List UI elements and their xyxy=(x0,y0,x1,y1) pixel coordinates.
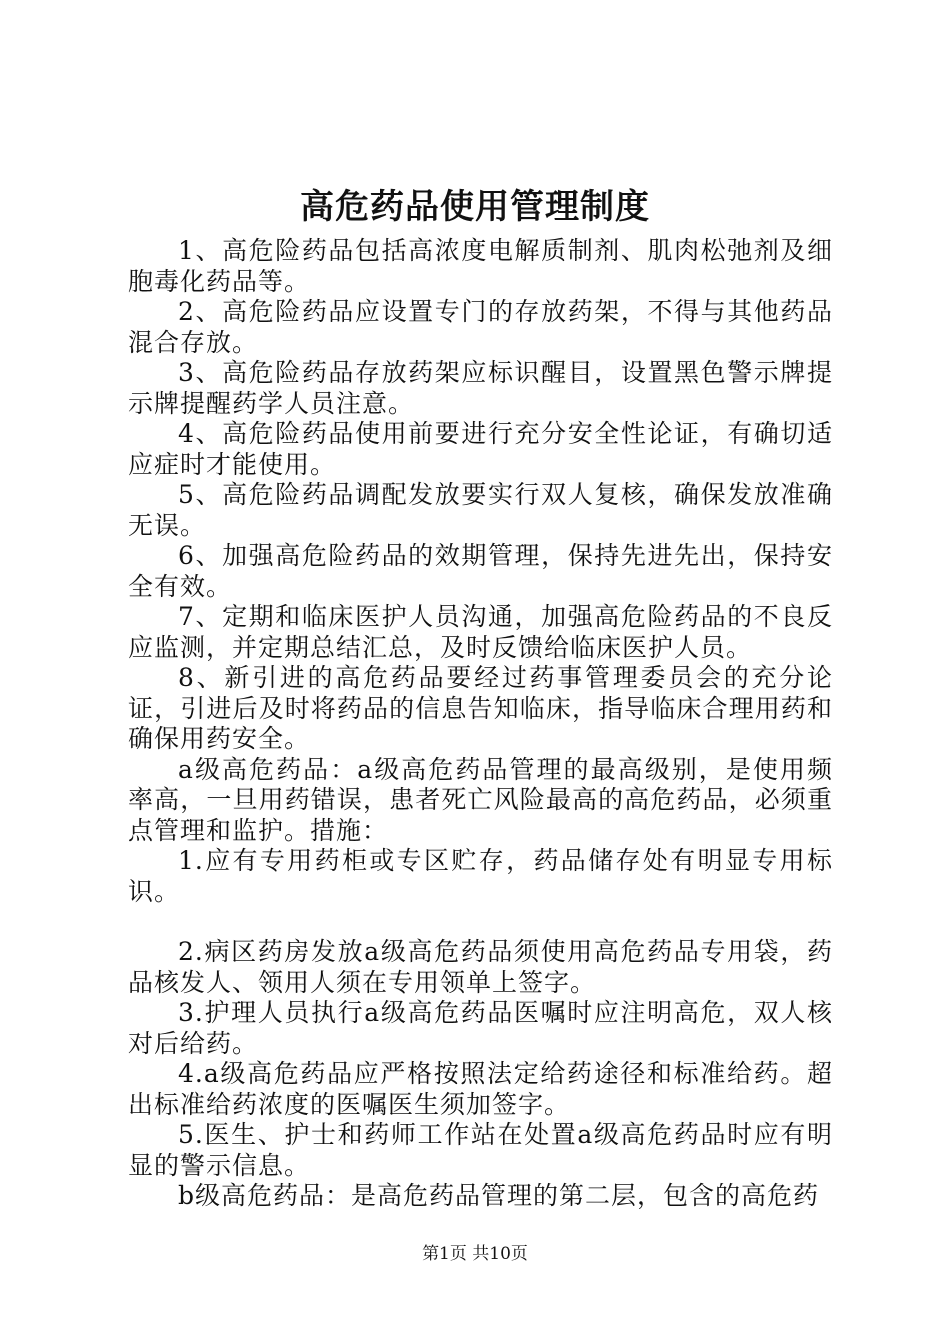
paragraph: 2.病区药房发放a级高危药品须使用高危药品专用袋，药品核发人、领用人须在专用领单上签字。 xyxy=(128,937,833,997)
paragraph: 1、高危险药品包括高浓度电解质制剂、肌肉松弛剂及细胞毒化药品等。 xyxy=(128,236,833,296)
document-title: 高危药品使用管理制度 xyxy=(300,187,650,227)
paragraph: 2、高危险药品应设置专门的存放药架，不得与其他药品混合存放。 xyxy=(128,297,833,357)
page-number-footer: 第1页 共10页 xyxy=(422,1244,528,1264)
paragraph: 3、高危险药品存放药架应标识醒目，设置黑色警示牌提示牌提醒药学人员注意。 xyxy=(128,358,833,418)
paragraph: b级高危药品：是高危药品管理的第二层，包含的高危药 xyxy=(178,1181,820,1210)
paragraph: 5、高危险药品调配发放要实行双人复核，确保发放准确无误。 xyxy=(128,480,833,540)
paragraph: 4.a级高危药品应严格按照法定给药途径和标准给药。超出标准给药浓度的医嘱医生须加签字。 xyxy=(128,1059,833,1119)
paragraph: 3.护理人员执行a级高危药品医嘱时应注明高危，双人核对后给药。 xyxy=(128,998,833,1058)
paragraph: 8、新引进的高危药品要经过药事管理委员会的充分论证，引进后及时将药品的信息告知临床，指导临床合理用药和确保用药安全。 xyxy=(128,663,833,753)
paragraph: 6、加强高危险药品的效期管理，保持先进先出，保持安全有效。 xyxy=(128,541,833,601)
paragraph: 1.应有专用药柜或专区贮存，药品储存处有明显专用标识。 xyxy=(128,846,833,906)
paragraph: a级高危药品：a级高危药品管理的最高级别，是使用频率高，一旦用药错误，患者死亡风险最高的高危药品，必须重点管理和监护。措施： xyxy=(128,754,833,845)
paragraph: 5.医生、护士和药师工作站在处置a级高危药品时应有明显的警示信息。 xyxy=(128,1120,833,1180)
paragraph: 7、定期和临床医护人员沟通，加强高危险药品的不良反应监测，并定期总结汇总，及时反馈给临床医护人员。 xyxy=(128,602,833,662)
paragraph: 4、高危险药品使用前要进行充分安全性论证，有确切适应症时才能使用。 xyxy=(128,419,833,479)
document-body xyxy=(128,236,833,1212)
